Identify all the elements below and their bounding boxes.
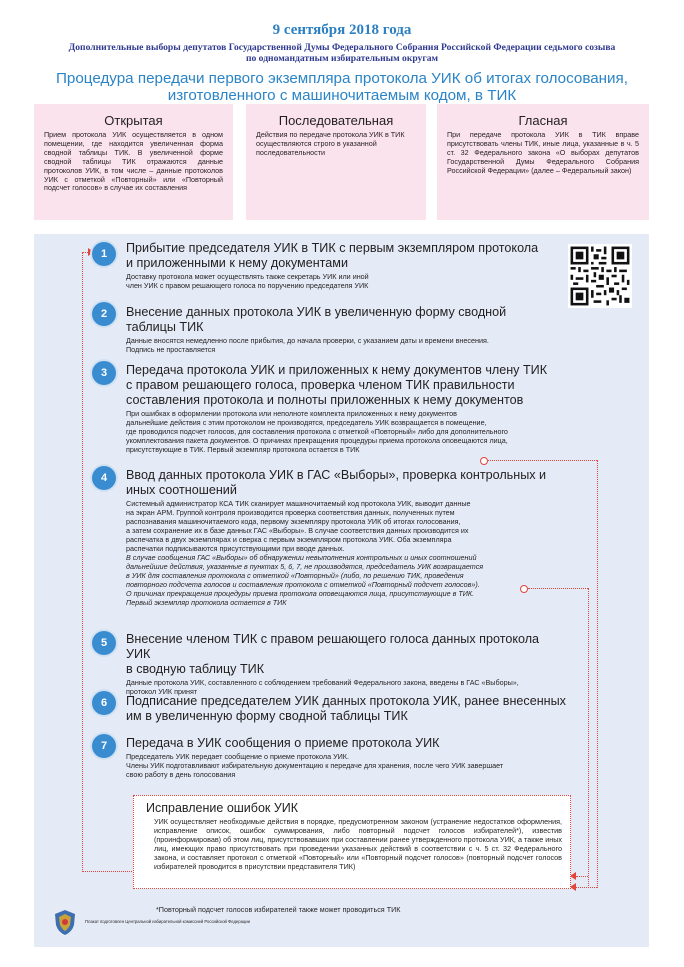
text-line: повторного подсчета голосов и составления протокола с отметкой «Повторный подсчет голосов»).: [126, 580, 480, 589]
return-line: [82, 871, 132, 872]
text-line: Первый экземпляр протокола остается в ТИК: [126, 598, 287, 607]
step-number-badge: 1: [92, 242, 116, 266]
principle-open-card: [34, 104, 233, 220]
error-line: [597, 460, 598, 888]
step-number-badge: 5: [92, 631, 116, 655]
title-line: Передача в УИК сообщения о приеме протокола УИК: [126, 736, 440, 750]
text-line: присутствующие в ТИК. Первый экземпляр протокола остается в ТИК: [126, 445, 360, 454]
principle-title: Последовательная: [278, 113, 394, 128]
error-line: [576, 876, 588, 877]
text-line: а затем сохранение их в базе данных ГАС «Выборы». В случае соответствия данных производится их: [126, 526, 469, 535]
text-line: Данные вносятся немедленно после прибытия, до начала проверки, с указанием даты и времени внесения.: [126, 336, 489, 345]
text-line: протокол УИК принят: [126, 687, 198, 696]
text-line: распечатки подписываются присутствующими при вводе данных.: [126, 544, 345, 553]
step-text: [126, 409, 566, 454]
error-line: [588, 588, 589, 888]
error-line: [576, 887, 597, 888]
step-1: [126, 241, 566, 290]
step-warning-text: [126, 553, 566, 607]
error-correction-title: Исправление ошибок УИК: [146, 801, 299, 815]
step-title: [126, 736, 566, 751]
title-line: Ввод данных протокола УИК в ГАС «Выборы», проверка контрольных и: [126, 468, 547, 482]
subtitle-line: по одномандатным избирательным округам: [245, 53, 439, 64]
credit-text: Плакат подготовлен Центральной избирательной комиссией Российской Федерации: [85, 919, 250, 924]
step-5: [126, 632, 566, 696]
text-line: укомплектования пакета документов. О причинах прекращения процедуры приема протокола оповещаются лица,: [126, 436, 508, 445]
title-line: составления протокола и полноты приложенных к нему документов: [126, 393, 524, 407]
title-line: изготовленного с машиночитаемым кодом, в ТИК: [167, 87, 517, 104]
text-line: При ошибках в оформлении протокола или неполноте комплекта приложенных к нему документов: [126, 409, 457, 418]
date-heading: 9 сентября 2018 года: [272, 22, 412, 38]
step-6: [126, 694, 566, 724]
footnote: *Повторный подсчет голосов избирателей также может проводиться ТИК: [156, 905, 401, 914]
title-line: Процедура передачи первого экземпляра протокола УИК об итогах голосования,: [56, 70, 628, 87]
title-line: Прибытие председателя УИК в ТИК с первым экземпляром протокола: [126, 241, 539, 255]
title-line: Внесение данных протокола УИК в увеличенную форму сводной: [126, 305, 507, 319]
cik-emblem-icon: [52, 908, 78, 936]
step-title: [126, 241, 566, 271]
text-line: дальнейшие действия, указанные в пунктах 5, 6, 7, не производятся, председатель УИК возвращается: [126, 562, 484, 571]
step-text: [126, 272, 566, 290]
text-line: на экран АРМ. Группой контроля производится проверка соответствия данных, полученных путем: [126, 508, 455, 517]
text-line: где проводился подсчет голосов, для составления протокола с отметкой «Повторный» либо для дополнительного: [126, 427, 508, 436]
error-correction-box: [133, 795, 571, 889]
title-line: Передача протокола УИК и приложенных к нему документов члену ТИК: [126, 363, 548, 377]
text-line: в УИК для составления протокола с отметкой «Повторный» (либо, по решению ТИК, проведения: [126, 571, 464, 580]
text-line: дальнейшие действия с этим протоколом не производятся, председатель УИК возвращается в помещение,: [126, 418, 487, 427]
subtitle-line: Дополнительные выборы депутатов Государственной Думы Федерального Собрания Российской Федерации седьмого созыва: [68, 42, 616, 53]
title-line: Внесение членом ТИК с правом решающего голоса данных протокола УИК: [126, 632, 540, 661]
step-number-badge: 3: [92, 361, 116, 385]
text-line: О причинах прекращения процедуры приема протокола оповещаются лица, присутствующие в ТИК.: [126, 589, 475, 598]
step-text: [126, 499, 566, 553]
text-line: В случае сообщения ГАС «Выборы» об обнаружении невыполнения контрольных и иных соотношений: [126, 553, 477, 562]
text-line: распечатка в двух экземплярах и сверка с первым экземпляром протокола УИК. Оба экземпляра: [126, 535, 452, 544]
principle-title: Гласная: [518, 113, 568, 128]
step-text: [126, 752, 566, 779]
principle-title: Открытая: [104, 113, 163, 128]
step-title: [126, 468, 566, 498]
title-line: в сводную таблицу ТИК: [126, 662, 265, 676]
title-line: таблицы ТИК: [126, 320, 204, 334]
step-number-badge: 6: [92, 691, 116, 715]
connector-dot-icon: [480, 457, 488, 465]
text-line: Подпись не проставляется: [126, 345, 216, 354]
step-title: [126, 363, 566, 408]
title-line: иных соотношений: [126, 483, 237, 497]
qr-code-icon: [568, 244, 632, 308]
text-line: Доставку протокола может осуществлять также секретарь УИК или иной: [126, 272, 369, 281]
text-line: Данные протокола УИК, составленного с соблюдением требований Федерального закона, введены в ГАС «Выборы»,: [126, 678, 519, 687]
title-line: им в увеличенную форму сводной таблицы ТИК: [126, 709, 408, 723]
error-correction-text: УИК осуществляет необходимые действия в порядке, предусмотренном законом (устранение недостатков оформления, исправление описок, ошибок суммирования, либо повторный подсчет голосов избирателей*), известив (проинформировав) об этом лиц, присутствовавших при составлении ранее утвержденного протокола УИК, а также иных лиц, имеющих право присутствовать при проведении указанных действий в соответствии с ч. 5 ст. 32 Федерального закона, и составляет протокол с отметкой «Повторный» или «Повторный подсчет голосов» (повторный подсчет голосов избирателей проводится в присутствии представителя ТИК): [154, 817, 562, 871]
step-number-badge: 4: [92, 466, 116, 490]
text-line: Председатель УИК передает сообщение о приеме протокола УИК.: [126, 752, 349, 761]
step-7: [126, 736, 566, 779]
title-line: Подписание председателем УИК данных протокола УИК, ранее внесенных: [126, 694, 566, 708]
title-line: и приложенными к нему документами: [126, 256, 348, 270]
step-title: [126, 632, 566, 677]
return-line: [82, 252, 83, 872]
step-title: [126, 305, 566, 335]
text-line: Члены УИК подготавливают избирательную документацию к передаче для хранения, после чего УИК завершает: [126, 761, 504, 770]
page-title: [20, 70, 664, 104]
step-3: [126, 363, 566, 454]
text-line: Системный администратор КСА ТИК сканирует машиночитаемый код протокола УИК, выводит данные: [126, 499, 471, 508]
step-number-badge: 7: [92, 734, 116, 758]
text-line: распознавания машиночитаемого кода, первому экземпляру протокола УИК об итогах голосования,: [126, 517, 461, 526]
text-line: свою работу в день голосования: [126, 770, 236, 779]
step-title: [126, 694, 566, 724]
election-subtitle: [30, 42, 654, 64]
principle-text: При передаче протокола УИК в ТИК вправе присутствовать члены ТИК, иные лица, указанные в ч. 5 ст. 32 Федерального закона «О выборах депутатов Государственной Думы Федерального Собрания Российской Федерации» (далее – Федеральный закон): [447, 130, 639, 175]
step-number-badge: 2: [92, 302, 116, 326]
step-2: [126, 305, 566, 354]
principle-public-card: [437, 104, 649, 220]
title-line: с правом решающего голоса, проверка членом ТИК правильности: [126, 378, 515, 392]
principle-sequential-card: [246, 104, 426, 220]
text-line: член УИК с правом решающего голоса по поручению председателя УИК: [126, 281, 369, 290]
principle-text: Действия по передаче протокола УИК в ТИК осуществляются строго в указанной последовательности: [256, 130, 405, 157]
step-text: [126, 336, 566, 354]
step-4: [126, 468, 566, 607]
principle-text: Прием протокола УИК осуществляется в одном помещении, где находится увеличенная форма сводной таблицы ТИК. В увеличенной форме сводной таблицы ТИК отражаются данные протоколов УИК, в том числе – данные протоколов УИК с отметкой «Повторный» или «Повторный подсчет голосов» в случае их составления: [44, 130, 223, 193]
error-line: [488, 460, 597, 461]
